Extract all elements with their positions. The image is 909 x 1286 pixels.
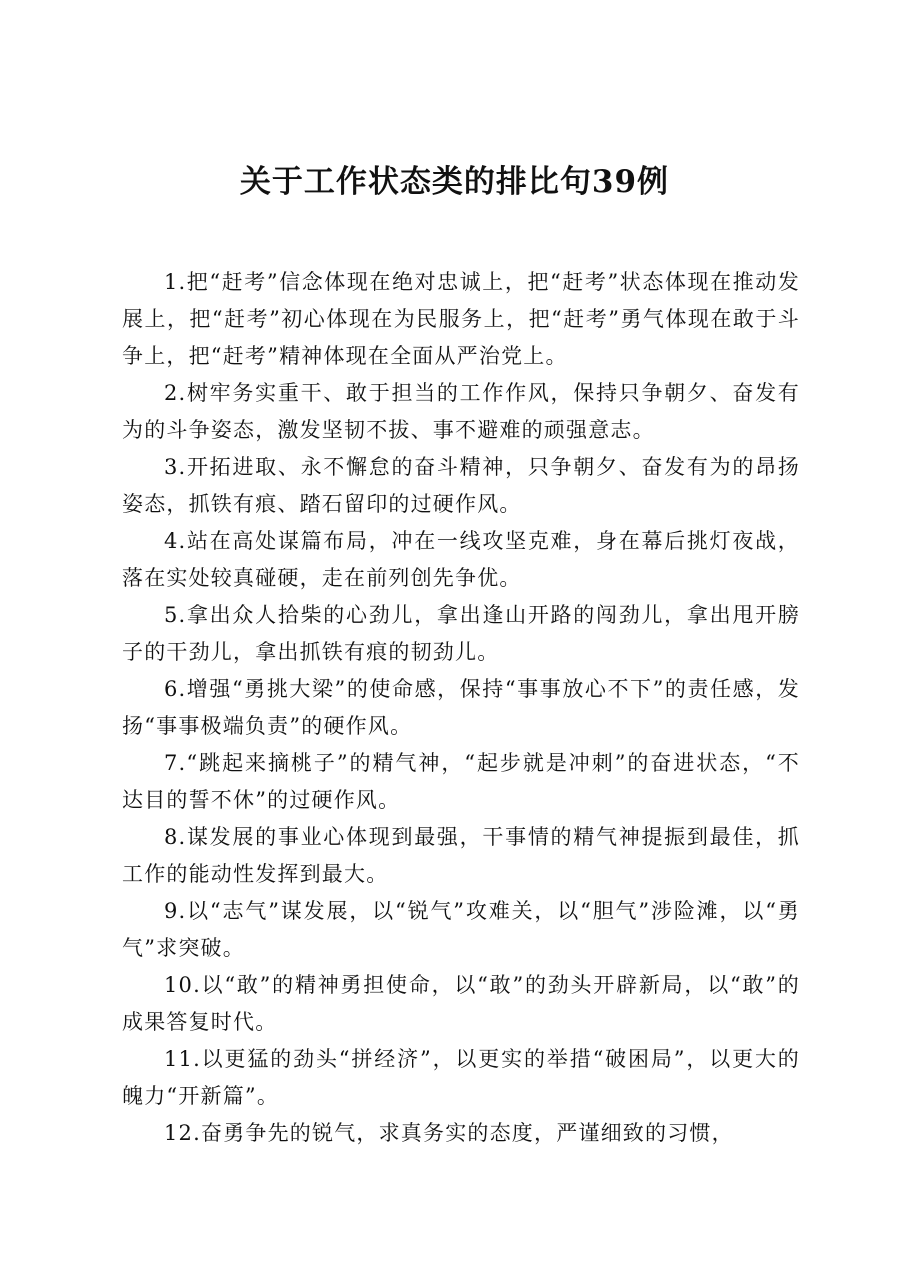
paragraph-2: 2.树牢务实重干、敢于担当的工作作风，保持只争朝夕、奋发有为的斗争姿态，激发坚韧不拔、事不避难的顽强意志。 (122, 381, 800, 442)
paragraph-10: 10.以“敢”的精神勇担使命，以“敢”的劲头开辟新局，以“敢”的成果答复时代。 (122, 973, 800, 1034)
paragraph-8: 8.谋发展的事业心体现到最强，干事情的精气神提振到最佳，抓工作的能动性发挥到最大。 (122, 825, 800, 886)
paragraph-7: 7.“跳起来摘桃子”的精气神，“起步就是冲刺”的奋进状态，“不达目的誓不休”的过硬作风。 (122, 751, 800, 812)
paragraph-9: 9.以“志气”谋发展，以“锐气”攻难关，以“胆气”涉险滩，以“勇气”求突破。 (122, 899, 800, 960)
paragraph-11: 11.以更猛的劲头“拼经济”，以更实的举措“破困局”，以更大的魄力“开新篇”。 (122, 1047, 800, 1108)
paragraph-6: 6.增强“勇挑大梁”的使命感，保持“事事放心不下”的责任感，发扬“事事极端负责”的硬作风。 (122, 677, 800, 738)
paragraph-1: 1.把“赶考”信念体现在绝对忠诚上，把“赶考”状态体现在推动发展上，把“赶考”初心体现在为民服务上，把“赶考”勇气体现在敢于斗争上，把“赶考”精神体现在全面从严治党上。 (122, 270, 800, 368)
document-title: 关于工作状态类的排比句39例 (239, 164, 670, 200)
document-body (122, 264, 800, 1152)
paragraph-12: 12.奋勇争先的锐气，求真务实的态度，严谨细致的习惯， (164, 1121, 734, 1145)
paragraph-3: 3.开拓进取、永不懈怠的奋斗精神，只争朝夕、奋发有为的昂扬姿态，抓铁有痕、踏石留印的过硬作风。 (122, 455, 800, 516)
paragraph-4: 4.站在高处谋篇布局，冲在一线攻坚克难，身在幕后挑灯夜战，落在实处较真碰硬，走在前列创先争优。 (122, 529, 800, 590)
paragraph-5: 5.拿出众人拾柴的心劲儿，拿出逢山开路的闯劲儿，拿出甩开膀子的干劲儿，拿出抓铁有痕的韧劲儿。 (122, 603, 800, 664)
